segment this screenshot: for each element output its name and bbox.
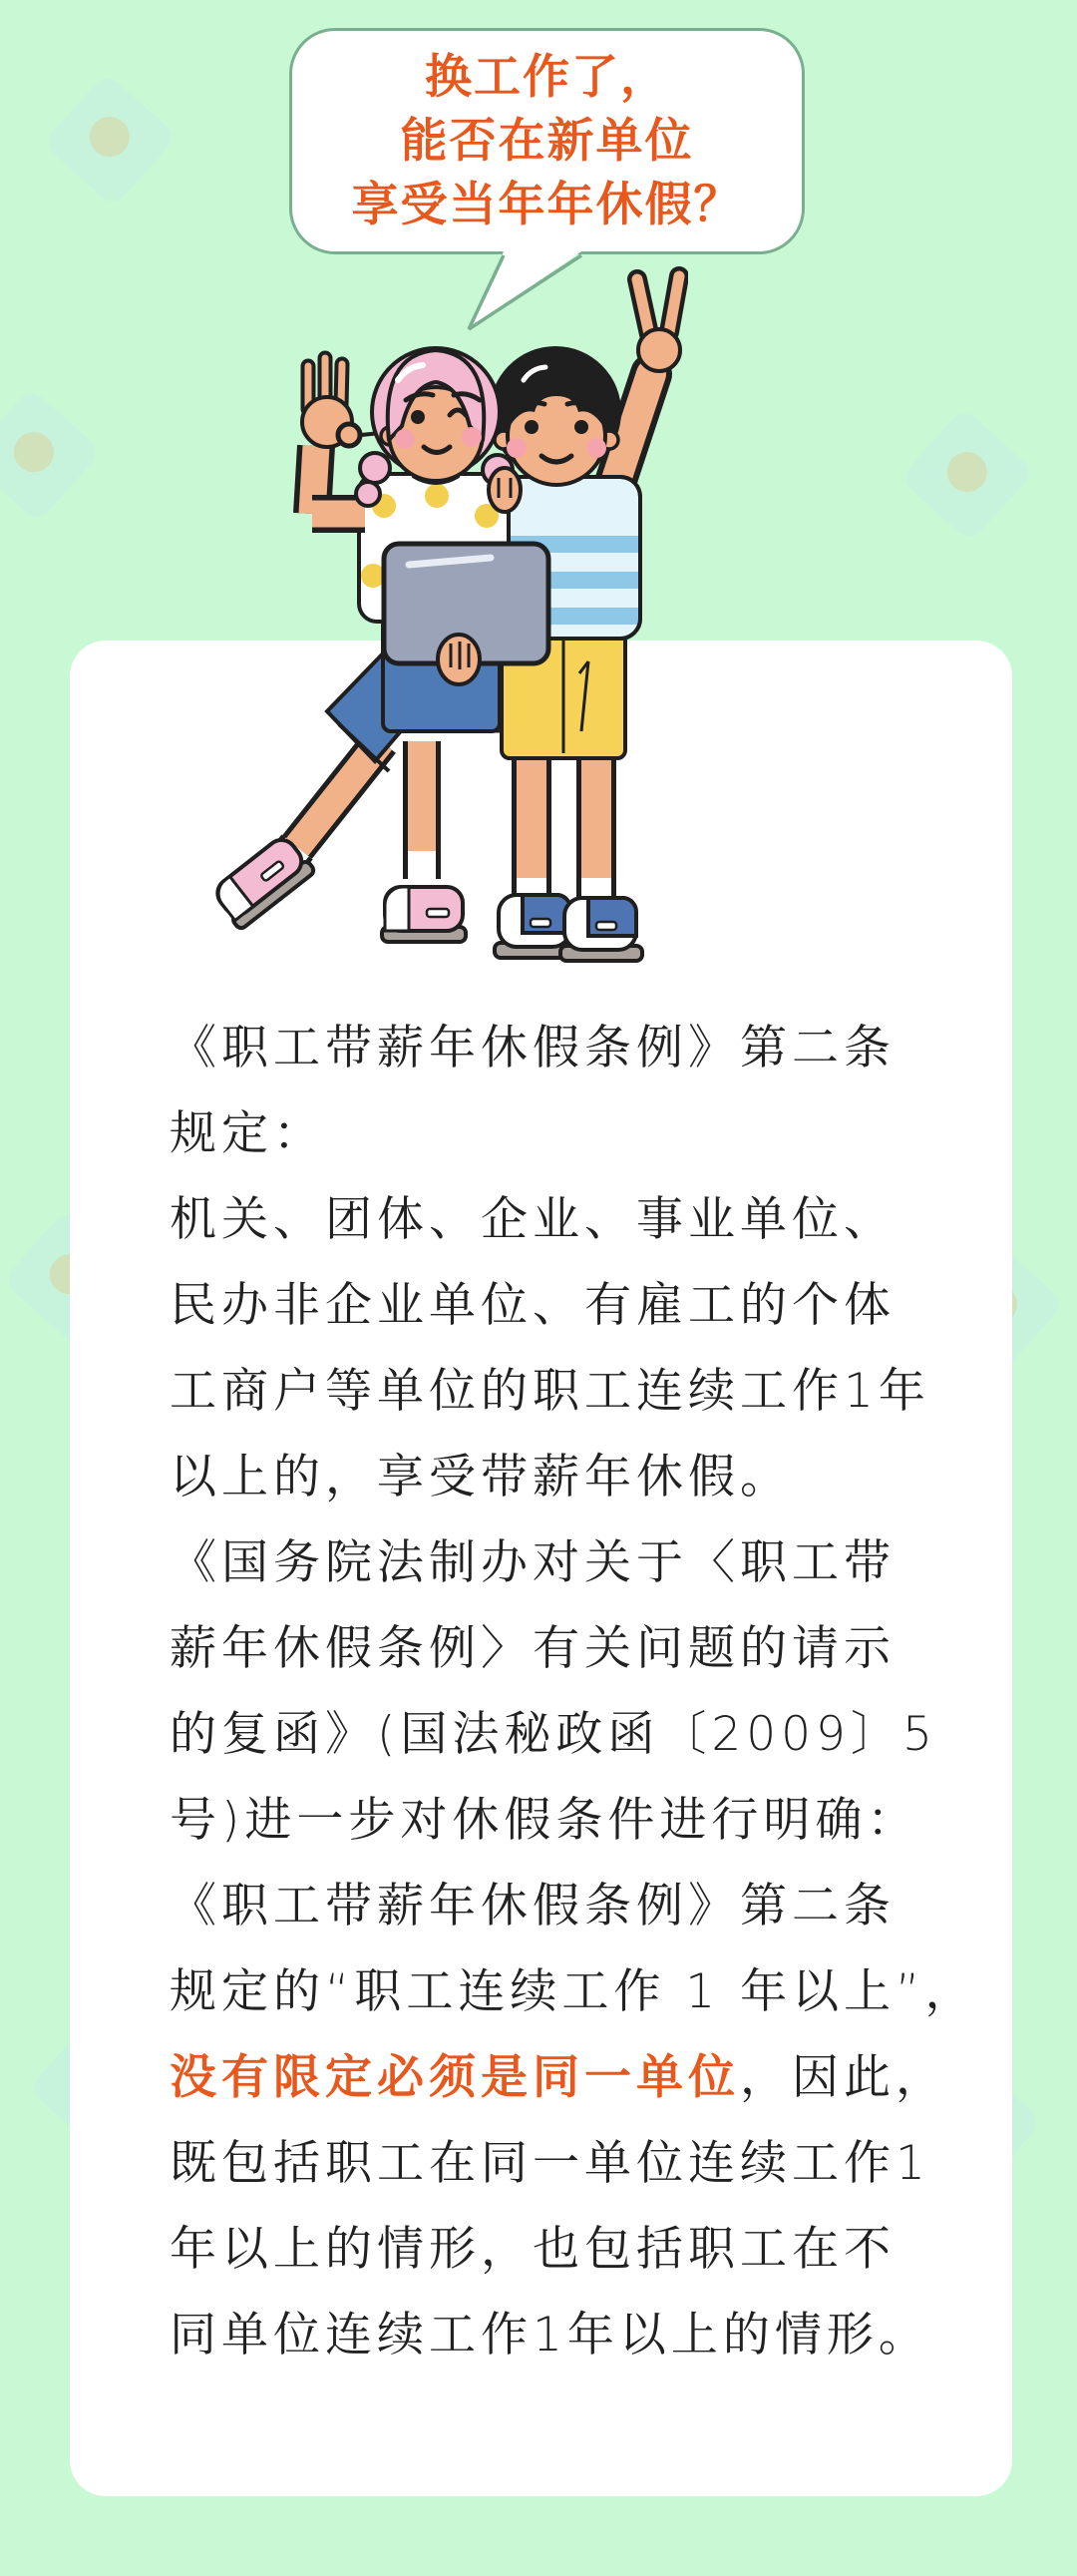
text-line: 《国务院法制办对关于〈职工带: [170, 1535, 896, 1590]
laptop-icon: [384, 544, 548, 684]
text-line: 《职工带薪年休假条例》第二条: [170, 1021, 896, 1075]
speech-bubble: [289, 28, 805, 254]
text-line: 既包括职工在同一单位连续工作1: [170, 2136, 930, 2191]
text-line: 年以上的情形，也包括职工在不: [170, 2222, 896, 2277]
bubble-question-line: 享受当年年休假？: [351, 177, 743, 232]
text-line: 机关、团体、企业、事业单位、: [170, 1192, 896, 1247]
highlight-emphasis: 没有限定必须是同一单位: [170, 2050, 740, 2105]
text-line: 规定的“职工连续工作 1 年以上”，: [170, 1964, 977, 2019]
text-line: 《职工带薪年休假条例》第二条: [170, 1879, 896, 1933]
text-line: 工商户等单位的职工连续工作1年: [170, 1364, 930, 1419]
girl-standing-leg: [382, 741, 466, 942]
speech-bubble-tail: [439, 251, 608, 341]
characters-illustration: [170, 185, 688, 973]
watermark: [0, 387, 102, 523]
watermark: [899, 407, 1035, 543]
text-line: 以上的，享受带薪年休假。: [170, 1450, 792, 1504]
boy-legs: [532, 758, 596, 901]
text-line: 薪年休假条例〉有关问题的请示: [170, 1621, 896, 1676]
boy-sneakers: [495, 895, 642, 961]
text-line: 民办非企业单位、有雇工的个体: [170, 1278, 896, 1333]
bubble-question-line: 换工作了，: [425, 49, 669, 105]
text-line: 的复函》(国法秘政函〔2009〕5: [170, 1707, 937, 1762]
text-line: 同单位连续工作1年以上的情形。: [170, 2308, 930, 2362]
bubble-question-line: 能否在新单位: [400, 113, 694, 169]
text-line: 规定：: [170, 1106, 325, 1161]
watermark: [42, 72, 178, 208]
text-line: 号)进一步对休假条件进行明确：: [170, 1793, 919, 1848]
victory-hand-icon: [613, 276, 680, 489]
text-line-highlighted: [170, 2035, 947, 2121]
highlight-rest: ，因此，: [740, 2050, 947, 2105]
boy-hand-on-shoulder: [489, 468, 521, 512]
girl-kicked-leg: [210, 741, 381, 930]
regulation-text: [170, 1006, 977, 2378]
